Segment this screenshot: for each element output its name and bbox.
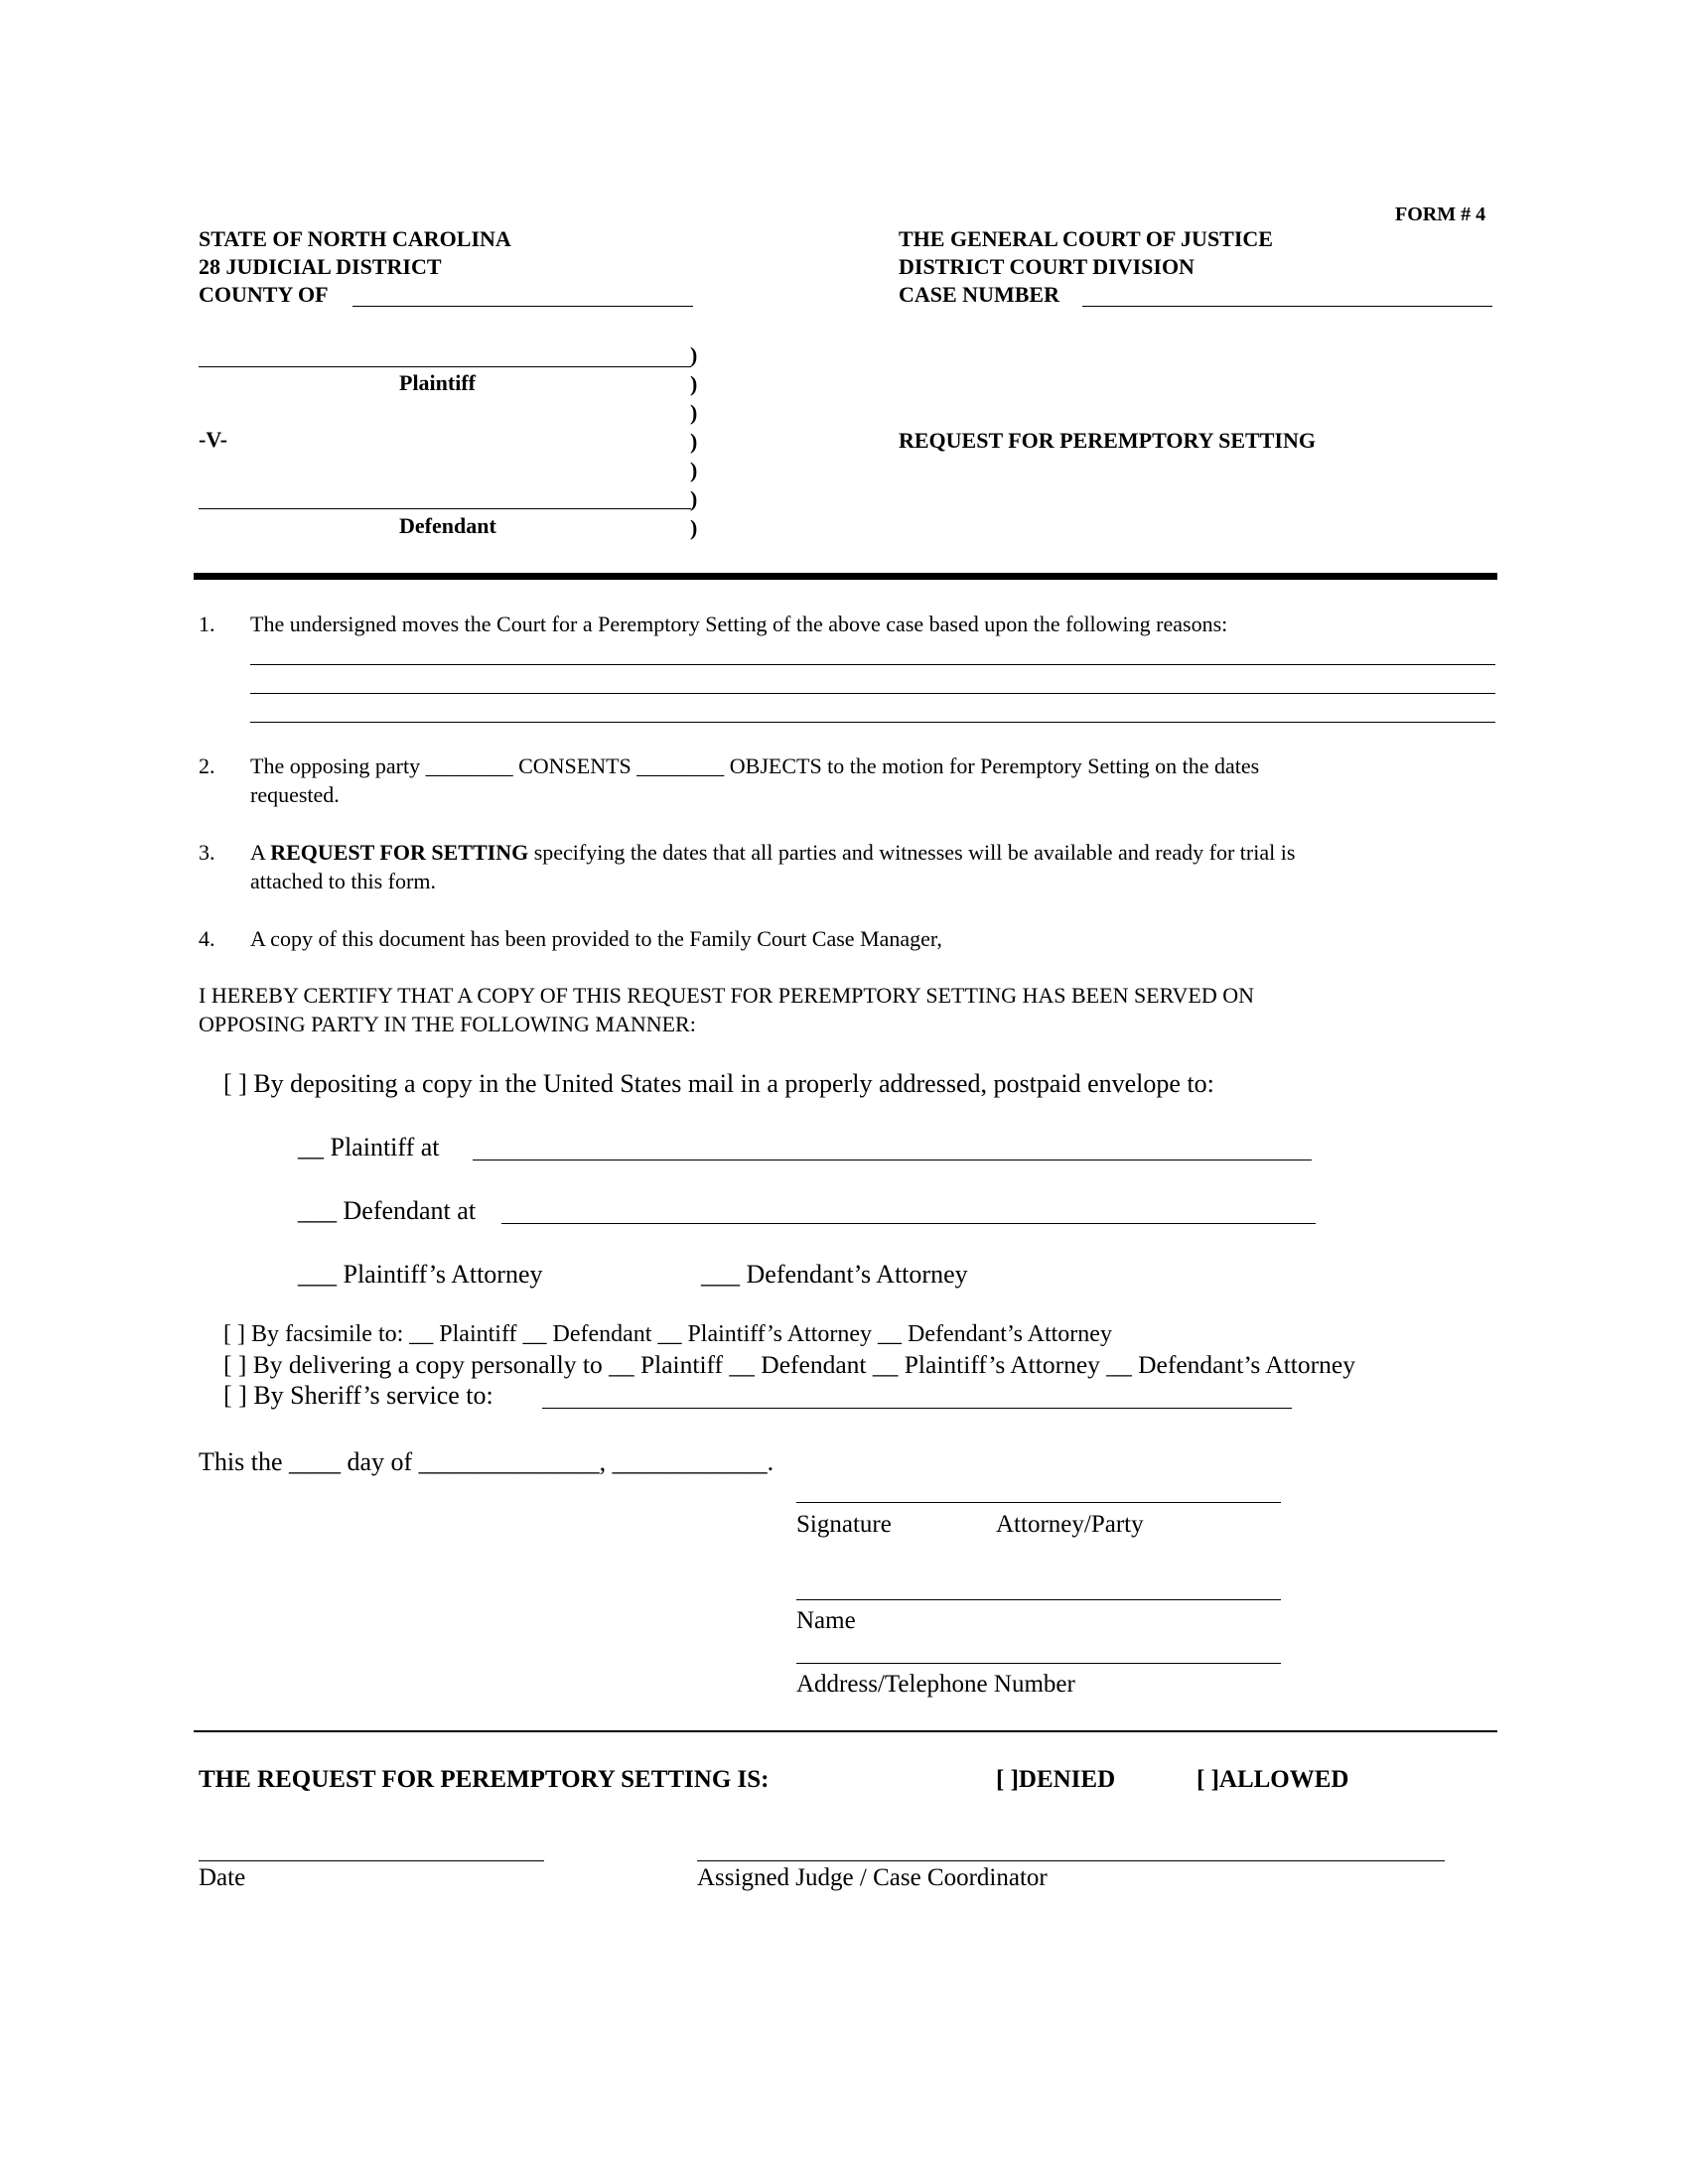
form-number: FORM # 4 — [1395, 204, 1486, 225]
item-3-text-cont: attached to this form. — [250, 869, 436, 893]
defendant-address-line[interactable] — [501, 1223, 1316, 1224]
address-label: Address/Telephone Number — [796, 1671, 1075, 1698]
reason-line-2[interactable] — [250, 693, 1495, 694]
ruling-divider — [194, 1730, 1497, 1732]
defendant-name-line[interactable] — [199, 508, 691, 509]
item-1-number: 1. — [199, 612, 215, 636]
caption-state: STATE OF NORTH CAROLINA — [199, 226, 511, 251]
caption-paren: ) — [690, 515, 698, 540]
mail-plaintiff-attorney[interactable]: ___ Plaintiff’s Attorney — [298, 1260, 543, 1289]
address-line[interactable] — [796, 1663, 1281, 1664]
caption-county-label: COUNTY OF — [199, 282, 329, 307]
item-4-number: 4. — [199, 926, 215, 951]
reason-line-1[interactable] — [250, 664, 1495, 665]
item-3-suffix: specifying the dates that all parties and witnesses will be available and ready for trial is — [528, 840, 1296, 865]
sheriff-service-line[interactable] — [542, 1408, 1292, 1409]
ruling-label: THE REQUEST FOR PEREMPTORY SETTING IS: — [199, 1766, 770, 1793]
name-label: Name — [796, 1607, 856, 1634]
county-blank-line[interactable] — [352, 306, 693, 307]
case-number-blank-line[interactable] — [1082, 306, 1492, 307]
attorney-party-label: Attorney/Party — [996, 1511, 1144, 1538]
service-personal-option[interactable]: [ ] By delivering a copy personally to __ Plaintiff __ Defendant __ Plaintiff’s Attorney __ Defendant’s Attorney — [223, 1350, 1355, 1379]
ruling-date-label: Date — [199, 1864, 246, 1891]
versus-label: -V- — [199, 427, 227, 452]
mail-defendant-attorney[interactable]: ___ Defendant’s Attorney — [701, 1260, 968, 1289]
mail-plaintiff-at[interactable]: __ Plaintiff at — [298, 1133, 440, 1161]
defendant-label: Defendant — [399, 513, 496, 538]
signature-label: Signature — [796, 1511, 892, 1538]
caption-paren: ) — [690, 458, 698, 482]
caption-paren: ) — [690, 371, 698, 396]
caption-paren: ) — [690, 342, 698, 367]
caption-division: DISTRICT COURT DIVISION — [899, 254, 1195, 279]
item-3-prefix: A — [250, 840, 271, 865]
certify-line-2: OPPOSING PARTY IN THE FOLLOWING MANNER: — [199, 1012, 696, 1036]
caption-paren: ) — [690, 400, 698, 425]
service-fax-option[interactable]: [ ] By facsimile to: __ Plaintiff __ Defendant __ Plaintiff’s Attorney __ Defendant’s Attorney — [223, 1321, 1112, 1347]
judge-signature-line[interactable] — [697, 1860, 1445, 1861]
reason-line-3[interactable] — [250, 722, 1495, 723]
item-1-text: The undersigned moves the Court for a Peremptory Setting of the above case based upon the following reasons: — [250, 612, 1228, 636]
caption-paren: ) — [690, 429, 698, 454]
item-2-number: 2. — [199, 753, 215, 778]
item-3-bold: REQUEST FOR SETTING — [270, 840, 529, 865]
item-2-text: The opposing party ________ CONSENTS ________ OBJECTS to the motion for Peremptory Setting on the dates — [250, 753, 1260, 778]
plaintiff-label: Plaintiff — [399, 370, 476, 395]
service-sheriff-option[interactable]: [ ] By Sheriff’s service to: — [223, 1381, 493, 1410]
certify-line-1: I HEREBY CERTIFY THAT A COPY OF THIS REQUEST FOR PEREMPTORY SETTING HAS BEEN SERVED ON — [199, 983, 1255, 1008]
date-line[interactable]: This the ____ day of ______________, ____________. — [199, 1447, 774, 1476]
caption-case-number-label: CASE NUMBER — [899, 282, 1059, 307]
item-2-text-cont: requested. — [250, 782, 340, 807]
service-mail-option[interactable]: [ ] By depositing a copy in the United States mail in a properly addressed, postpaid envelope to: — [223, 1069, 1214, 1098]
signature-line[interactable] — [796, 1502, 1281, 1503]
name-line[interactable] — [796, 1599, 1281, 1600]
document-title: REQUEST FOR PEREMPTORY SETTING — [899, 428, 1316, 453]
caption-court: THE GENERAL COURT OF JUSTICE — [899, 226, 1273, 251]
plaintiff-name-line[interactable] — [199, 366, 691, 367]
caption-paren: ) — [690, 486, 698, 511]
item-3-number: 3. — [199, 840, 215, 865]
denied-checkbox[interactable]: [ ]DENIED — [996, 1766, 1116, 1793]
judge-label: Assigned Judge / Case Coordinator — [697, 1864, 1048, 1891]
mail-defendant-at[interactable]: ___ Defendant at — [298, 1196, 477, 1225]
item-4-text: A copy of this document has been provided to the Family Court Case Manager, — [250, 926, 942, 951]
allowed-checkbox[interactable]: [ ]ALLOWED — [1196, 1766, 1349, 1793]
caption-district: 28 JUDICIAL DISTRICT — [199, 254, 442, 279]
heavy-divider — [194, 573, 1497, 580]
ruling-date-line[interactable] — [199, 1860, 544, 1861]
item-3-text — [250, 842, 1295, 864]
